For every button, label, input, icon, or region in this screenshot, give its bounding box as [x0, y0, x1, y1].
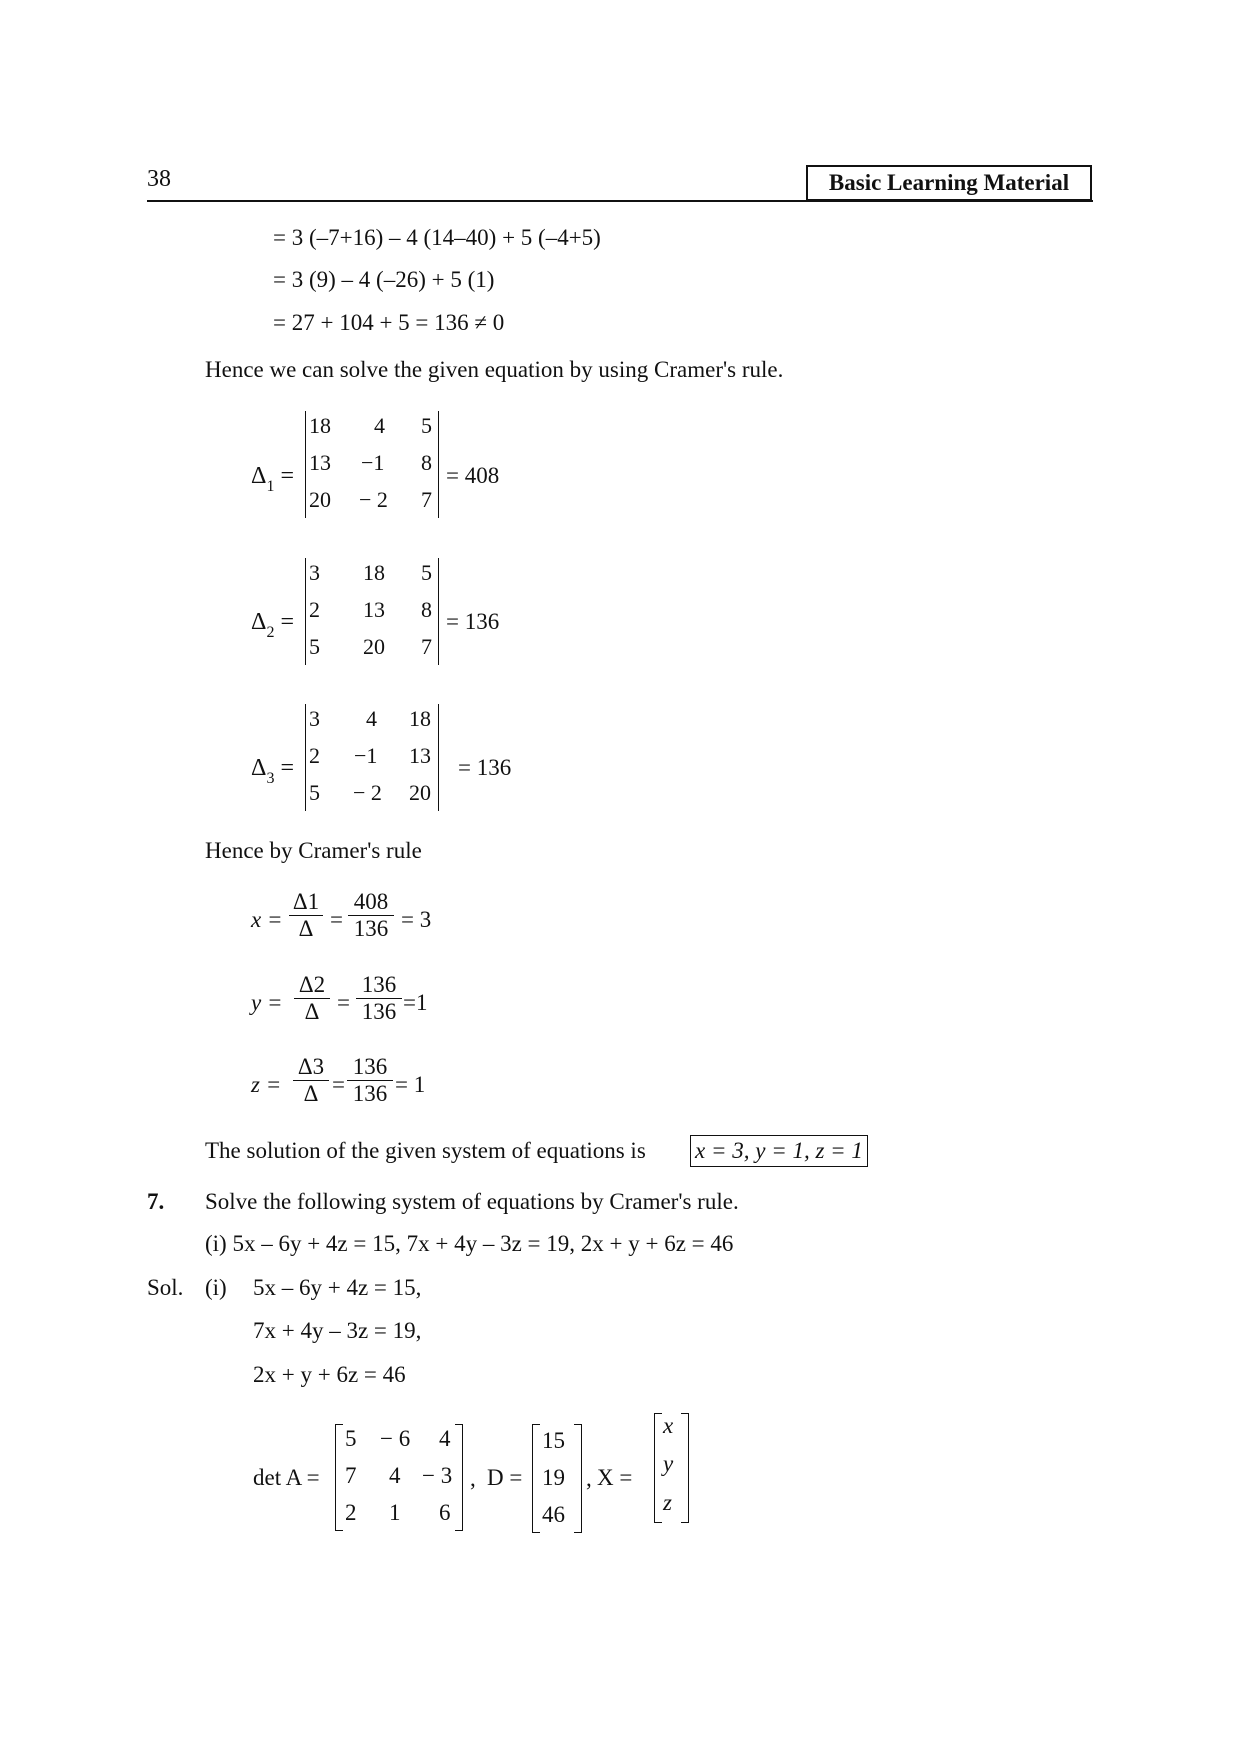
- sol-eq-2: 7x + 4y – 3z = 19,: [253, 1318, 422, 1343]
- z-frac-1-num: Δ3: [293, 1054, 329, 1081]
- calc-line-3: = 27 + 104 + 5 = 136 ≠ 0: [273, 310, 505, 335]
- matrix-x-cell: z: [663, 1490, 672, 1515]
- x-var: x =: [251, 907, 283, 932]
- matrix-x-right-bracket: [681, 1413, 689, 1523]
- comma-2: ,: [586, 1466, 592, 1491]
- matrix-a-cell: 1: [389, 1500, 401, 1525]
- x-frac-1: [289, 889, 323, 942]
- det3-cell: 3: [309, 706, 320, 731]
- x-label: X =: [597, 1465, 633, 1490]
- matrix-d-left-bracket: [532, 1424, 540, 1533]
- solution-intro: The solution of the given system of equations is: [205, 1138, 646, 1163]
- x-frac-1-num: Δ1: [289, 889, 323, 916]
- matrix-a-cell: 7: [345, 1463, 357, 1488]
- det1-cell: 5: [421, 413, 432, 438]
- matrix-d-cell: 19: [542, 1465, 565, 1490]
- det3-cell: − 2: [353, 780, 382, 805]
- header-rule: [147, 200, 1093, 202]
- det3-cell: 13: [409, 743, 431, 768]
- det2-cell: 8: [421, 597, 432, 622]
- z-frac-1: [293, 1054, 329, 1107]
- matrix-a-cell: − 3: [422, 1463, 453, 1488]
- det2-cell: 2: [309, 597, 320, 622]
- sol-eq-3: 2x + y + 6z = 46: [253, 1362, 406, 1387]
- y-frac-1-den: Δ: [304, 999, 320, 1024]
- x-frac-1-den: Δ: [298, 916, 314, 941]
- matrix-a-right-bracket: [455, 1424, 463, 1531]
- det3-cell: 4: [366, 706, 377, 731]
- matrix-d-cell: 46: [542, 1502, 565, 1527]
- det2-cell: 3: [309, 560, 320, 585]
- matrix-x-left-bracket: [654, 1413, 662, 1523]
- y-result: =1: [403, 990, 428, 1015]
- z-frac-2-den: 136: [352, 1081, 388, 1106]
- delta-3-result: = 136: [458, 755, 512, 780]
- problem-number: 7.: [147, 1189, 165, 1214]
- determinant-3: [305, 704, 439, 811]
- y-eq: =: [337, 990, 350, 1015]
- det1-cell: 13: [309, 450, 331, 475]
- determinant-2: [305, 558, 439, 665]
- hence-by-cramer: Hence by Cramer's rule: [205, 838, 422, 863]
- det2-cell: 20: [363, 634, 385, 659]
- matrix-a-cell: − 6: [380, 1426, 411, 1451]
- y-frac-2: [356, 972, 402, 1025]
- z-frac-1-den: Δ: [303, 1081, 319, 1106]
- x-frac-2-num: 408: [348, 889, 394, 916]
- det2-cell: 5: [421, 560, 432, 585]
- matrix-a-cell: 4: [389, 1463, 401, 1488]
- det3-cell: 18: [409, 706, 431, 731]
- z-frac-2: [347, 1054, 393, 1107]
- x-eq: =: [330, 907, 343, 932]
- matrix-x-cell: x: [663, 1413, 674, 1438]
- det3-cell: 2: [309, 743, 320, 768]
- delta-2-label: $\Delta_2$ =: [251, 609, 294, 641]
- matrix-a-left-bracket: [335, 1424, 343, 1531]
- z-var: z =: [251, 1072, 282, 1097]
- matrix-x-cell: y: [663, 1451, 674, 1476]
- matrix-d-cell: 15: [542, 1428, 565, 1453]
- det3-cell: 20: [409, 780, 431, 805]
- problem-statement: Solve the following system of equations by Cramer's rule.: [205, 1189, 739, 1214]
- sol-label: Sol.: [147, 1275, 184, 1300]
- matrix-a-cell: 5: [345, 1426, 357, 1451]
- matrix-d-right-bracket: [574, 1424, 582, 1533]
- z-result: = 1: [395, 1072, 426, 1097]
- det-a-label: det A =: [253, 1465, 320, 1490]
- x-frac-2-den: 136: [353, 916, 389, 941]
- det2-cell: 7: [421, 634, 432, 659]
- hence-cramer-text: Hence we can solve the given equation by using Cramer's rule.: [205, 357, 784, 382]
- det1-cell: −1: [361, 450, 385, 475]
- x-result: = 3: [401, 907, 432, 932]
- det2-cell: 5: [309, 634, 320, 659]
- det1-cell: − 2: [359, 487, 388, 512]
- z-eq: =: [332, 1072, 345, 1097]
- z-frac-2-num: 136: [347, 1054, 393, 1081]
- y-frac-1-num: Δ2: [294, 972, 330, 999]
- det1-cell: 18: [309, 413, 331, 438]
- header-title: Basic Learning Material: [806, 165, 1092, 201]
- calc-line-2: = 3 (9) – 4 (–26) + 5 (1): [273, 267, 495, 292]
- y-var: y =: [251, 990, 283, 1015]
- det1-cell: 20: [309, 487, 331, 512]
- sol-part: (i): [205, 1275, 227, 1300]
- det3-cell: 5: [309, 780, 320, 805]
- det3-cell: −1: [354, 743, 378, 768]
- problem-part-i: (i) 5x – 6y + 4z = 15, 7x + 4y – 3z = 19, 2x + y + 6z = 46: [205, 1231, 734, 1256]
- det1-cell: 4: [374, 413, 385, 438]
- matrix-a-cell: 2: [345, 1500, 357, 1525]
- d-label: D =: [487, 1465, 523, 1490]
- matrix-a-cell: 4: [439, 1426, 451, 1451]
- page-number: 38: [147, 166, 171, 192]
- x-frac-2: [348, 889, 394, 942]
- delta-1-label: $\Delta_1$ =: [251, 463, 294, 495]
- delta-2-result: = 136: [446, 609, 500, 634]
- delta-1-result: = 408: [446, 463, 500, 488]
- det1-cell: 7: [421, 487, 432, 512]
- y-frac-2-num: 136: [356, 972, 402, 999]
- det2-cell: 18: [363, 560, 385, 585]
- delta-3-label: $\Delta_3$ =: [251, 755, 294, 787]
- comma-1: ,: [470, 1466, 476, 1491]
- calc-line-1: = 3 (–7+16) – 4 (14–40) + 5 (–4+5): [273, 225, 601, 250]
- solution-box: x = 3, y = 1, z = 1: [690, 1135, 868, 1167]
- determinant-1: [305, 411, 439, 518]
- y-frac-1: [294, 972, 330, 1025]
- y-frac-2-den: 136: [361, 999, 397, 1024]
- sol-eq-1: 5x – 6y + 4z = 15,: [253, 1275, 422, 1300]
- det1-cell: 8: [421, 450, 432, 475]
- matrix-a-cell: 6: [439, 1500, 451, 1525]
- det2-cell: 13: [363, 597, 385, 622]
